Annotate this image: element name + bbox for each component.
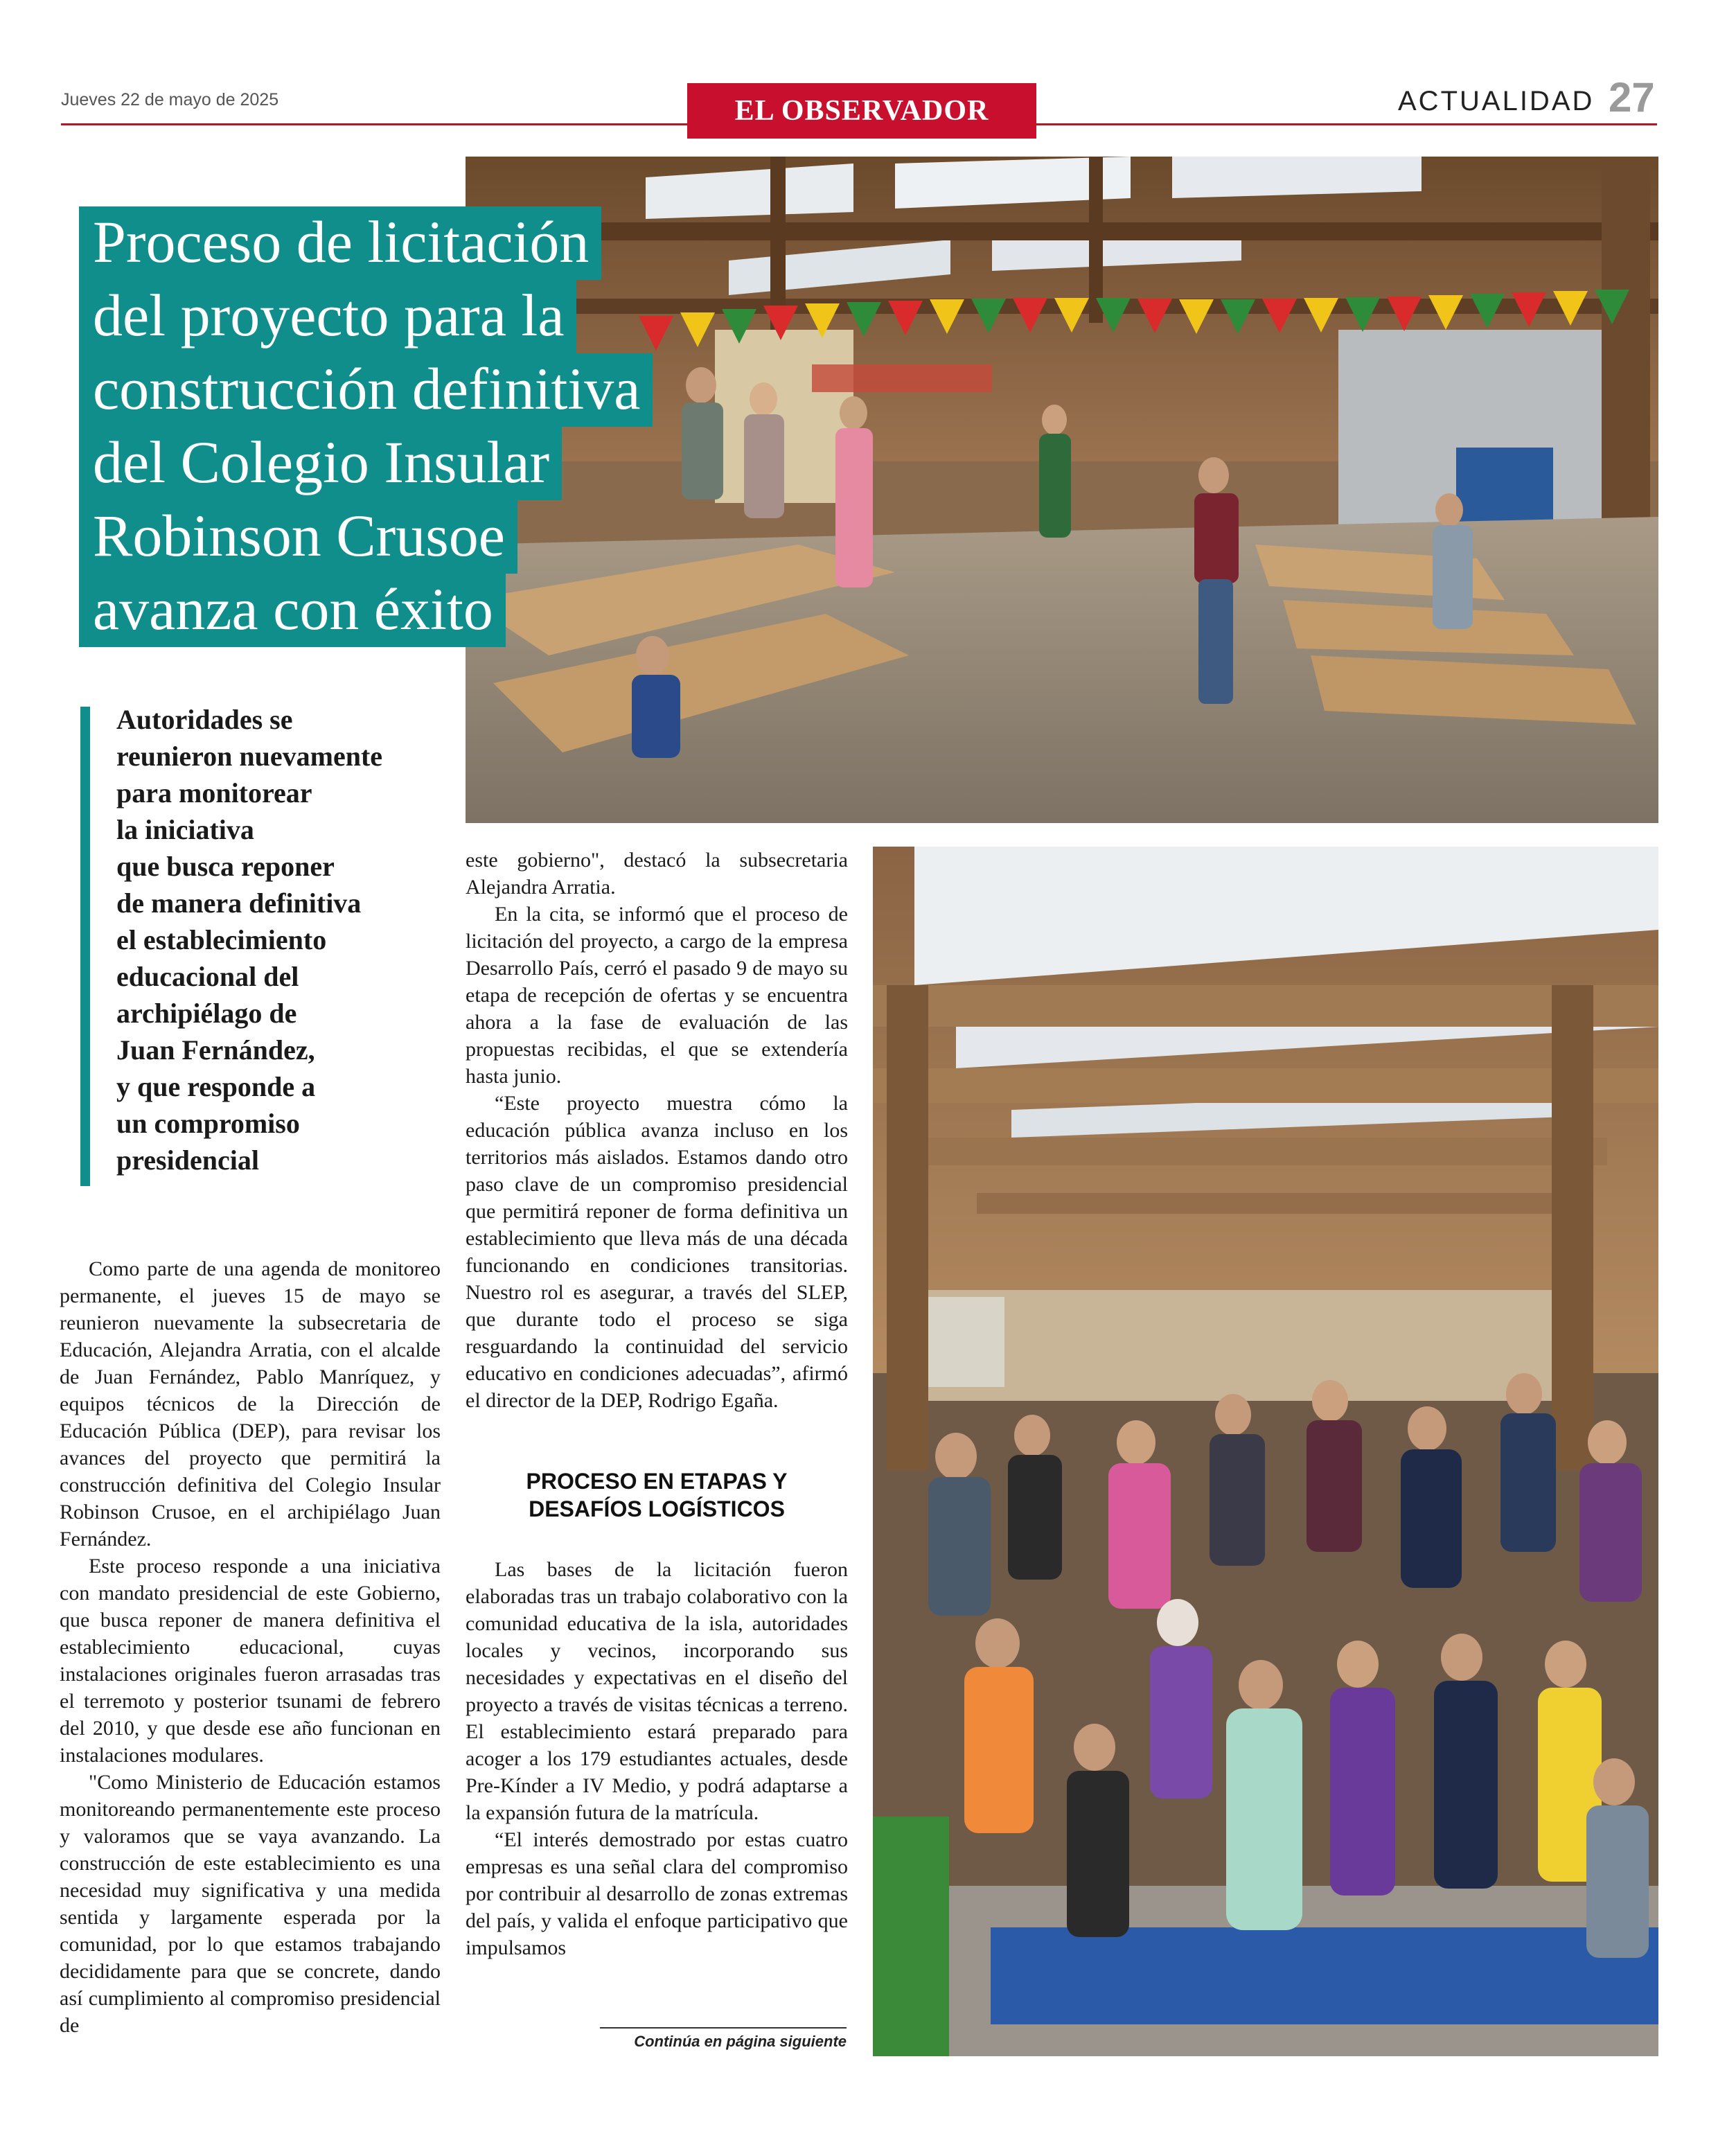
subheadline-line: reunieron nuevamente	[116, 741, 383, 772]
section-heading	[466, 1467, 848, 1523]
headline-line: construcción definitiva	[79, 353, 744, 427]
body-paragraph: Las bases de la licitación fueron elaboradas tras un trabajo colaborativo con la comunidad educativa de la isla, autoridades locales y vecinos, incorporando sus necesidades y expectativas en el diseño del proyecto a través de visitas técnicas a terreno. El establecimiento estará preparado para acoger a los 179 estudiantes actuales, desde Pre-Kínder a IV Medio, y podrá adaptarse a la expansión futura de la matrícula.	[466, 1558, 848, 1824]
subheadline-line: que busca reponer	[116, 851, 335, 882]
headline-line: del proyecto para la	[79, 280, 744, 353]
subheadline-line: para monitorear	[116, 777, 312, 808]
newspaper-masthead: EL OBSERVADOR	[687, 83, 1036, 139]
body-paragraph: En la cita, se informó que el proceso de licitación del proyecto, a cargo de la empresa Desarrollo País, cerró el pasado 9 de mayo su etapa de recepción de ofertas y se encuentra ahora a la fase de evaluación de las propuestas recibidas, el que se extendería hasta junio.	[466, 903, 848, 1088]
article-headline	[79, 206, 744, 647]
body-paragraph: “El interés demostrado por estas cuatro empresas es una señal clara del compromiso por contribuir al desarrollo de zonas extremas del país, y valida el enfoque participativo que impulsamos	[466, 1828, 848, 1959]
continuation-note: Continúa en página siguiente	[634, 2033, 847, 2050]
subheadline-line: de manera definitiva	[116, 887, 362, 919]
body-paragraph: este gobierno", destacó la subsecretaria Alejandra Arratia.	[466, 849, 848, 899]
headline-line: Proceso de licitación	[79, 206, 744, 280]
subheadline-line: la iniciativa	[116, 814, 254, 845]
subheadline-line: Juan Fernández,	[116, 1034, 315, 1066]
continuation-rule	[600, 2027, 847, 2029]
article-subheadline	[116, 701, 477, 1178]
headline-line: Robinson Crusoe	[79, 500, 744, 574]
section-heading-line: PROCESO EN ETAPAS Y	[526, 1469, 788, 1494]
section-label: ACTUALIDAD	[1398, 86, 1595, 116]
subheadline-line: educacional del	[116, 961, 299, 992]
body-paragraph: "Como Ministerio de Educación estamos monitoreando permanentemente este proceso y valoramos que se vaya avanzando. La construcción de este establecimiento es una necesidad muy significativa y una medida sentida y largamente esperada por la comunidad, por lo que estamos trabajando decididamente para que se concrete, dando así cumplimiento al compromiso presidencial de	[60, 1771, 441, 2037]
issue-date: Jueves 22 de mayo de 2025	[61, 90, 279, 109]
subheadline-line: presidencial	[116, 1145, 259, 1176]
page-number: 27	[1609, 74, 1655, 121]
article-column-left	[60, 1255, 441, 2039]
body-paragraph: Como parte de una agenda de monitoreo permanente, el jueves 15 de mayo se reunieron nuevamente la subsecretaria de Educación, Alejandra Arratia, con el alcalde de Juan Fernández, Pablo Manríquez, y equipos técnicos de la Dirección de Educación Pública (DEP), para revisar los avances del proyecto que permitirá la construcción definitiva del Colegio Insular Robinson Crusoe, en el archipiélago Juan Fernández.	[60, 1257, 441, 1550]
subheadline-line: el establecimiento	[116, 924, 327, 955]
article-column-middle-top	[466, 847, 848, 1414]
subheadline-line: Autoridades se	[116, 704, 293, 735]
subheadline-accent-bar	[80, 707, 90, 1186]
body-paragraph: Este proceso responde a una iniciativa con mandato presidencial de este Gobierno, que busca reponer de manera definitiva el establecimiento educacional, cuyas instalaciones originales fueron arrasadas tras el terremoto y posterior tsunami de febrero del 2010, y que desde ese año funcionan en instalaciones modulares.	[60, 1555, 441, 1767]
subheadline-line: y que responde a	[116, 1071, 316, 1102]
subheadline-line: un compromiso	[116, 1108, 300, 1139]
subheadline-line: archipiélago de	[116, 998, 297, 1029]
article-column-middle-bottom	[466, 1556, 848, 1961]
headline-line: del Colegio Insular	[79, 427, 744, 500]
section-heading-line: DESAFÍOS LOGÍSTICOS	[529, 1496, 785, 1521]
photo-students-gathering	[873, 847, 1658, 2056]
headline-line: avanza con éxito	[79, 574, 744, 647]
body-paragraph: “Este proyecto muestra cómo la educación pública avanza incluso en los territorios más aislados. Estamos dando otro paso clave de un compromiso presidencial que permitirá reponer de forma definitiva un establecimiento que lleva más de una década funcionando en condiciones transitorias. Nuestro rol es asegurar, a través del SLEP, que durante todo el proceso se siga resguardando la continuidad del servicio educativo en condiciones adecuadas”, afirmó el director de la DEP, Rodrigo Egaña.	[466, 1092, 848, 1412]
